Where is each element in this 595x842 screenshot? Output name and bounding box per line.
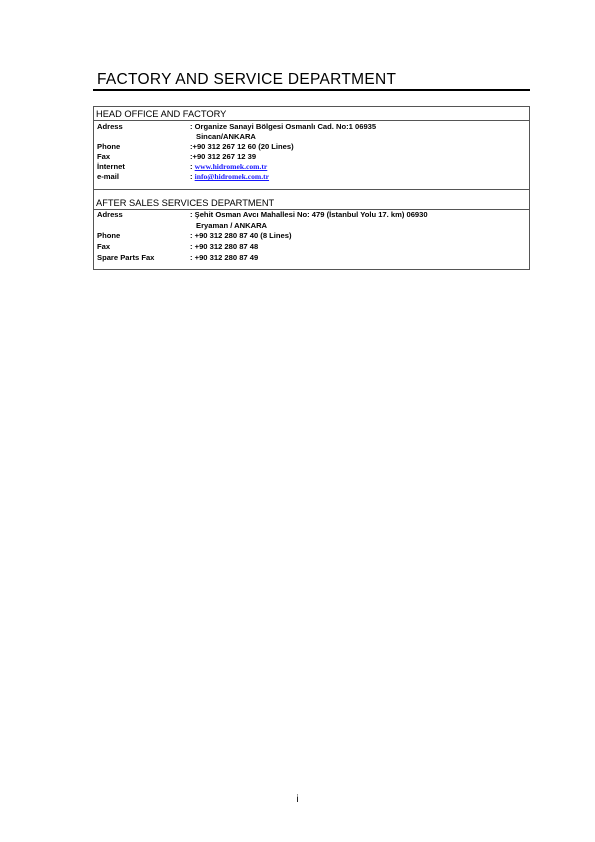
- head-office-address-row: [97, 122, 527, 132]
- after-sales-fax-row: [97, 242, 527, 252]
- head-office-heading: HEAD OFFICE AND FACTORY: [96, 109, 227, 119]
- sections-divider: [94, 189, 529, 190]
- head-office-phone-value: :+90 312 267 12 60 (20 Lines): [190, 142, 294, 151]
- contact-box: [93, 106, 530, 270]
- after-sales-phone-row: [97, 231, 527, 241]
- head-office-divider: [94, 120, 529, 121]
- email-link[interactable]: info@hidromek.com.tr: [194, 172, 270, 181]
- head-office-email-row: [97, 172, 527, 182]
- head-office-fax-row: [97, 152, 527, 162]
- title-rule: [93, 89, 530, 91]
- head-office-phone-row: [97, 142, 527, 152]
- after-sales-spare-label: Spare Parts Fax: [97, 253, 155, 262]
- head-office-email-prefix: :: [190, 172, 195, 181]
- after-sales-address-line1: : Şehit Osman Avcı Mahallesi No: 479 (İstanbul Yolu 17. km) 06930: [190, 210, 428, 219]
- head-office-email-value-wrap: [190, 172, 269, 182]
- head-office-fax-value: :+90 312 267 12 39: [190, 152, 257, 161]
- head-office-internet-value-wrap: [190, 162, 267, 172]
- after-sales-spare-value: : +90 312 280 87 49: [190, 253, 259, 262]
- head-office-internet-row: [97, 162, 527, 172]
- after-sales-spare-row: [97, 253, 527, 263]
- head-office-fax-label: Fax: [97, 152, 111, 161]
- after-sales-fax-label: Fax: [97, 242, 111, 251]
- after-sales-address-row: [97, 210, 527, 220]
- after-sales-address-label: Adress: [97, 210, 123, 219]
- head-office-email-label: e-mail: [97, 172, 119, 181]
- page-number: i: [296, 794, 299, 805]
- head-office-address-row-2: [97, 132, 527, 142]
- head-office-address-label: Adress: [97, 122, 123, 131]
- after-sales-phone-label: Phone: [97, 231, 121, 240]
- head-office-phone-label: Phone: [97, 142, 121, 151]
- after-sales-phone-value: : +90 312 280 87 40 (8 Lines): [190, 231, 292, 240]
- head-office-internet-prefix: :: [190, 162, 195, 171]
- website-link[interactable]: www.hidromek.com.tr: [194, 162, 268, 171]
- after-sales-address-row-2: [97, 221, 527, 231]
- after-sales-address-line2: Eryaman / ANKARA: [196, 221, 268, 230]
- after-sales-fax-value: : +90 312 280 87 48: [190, 242, 259, 251]
- head-office-internet-label: İnternet: [97, 162, 125, 171]
- page-title: FACTORY AND SERVICE DEPARTMENT: [97, 71, 397, 88]
- head-office-address-line1: : Organize Sanayi Bölgesi Osmanlı Cad. No:1 06935: [190, 122, 377, 131]
- after-sales-heading: AFTER SALES SERVICES DEPARTMENT: [96, 198, 275, 208]
- head-office-address-line2: Sincan/ANKARA: [196, 132, 256, 141]
